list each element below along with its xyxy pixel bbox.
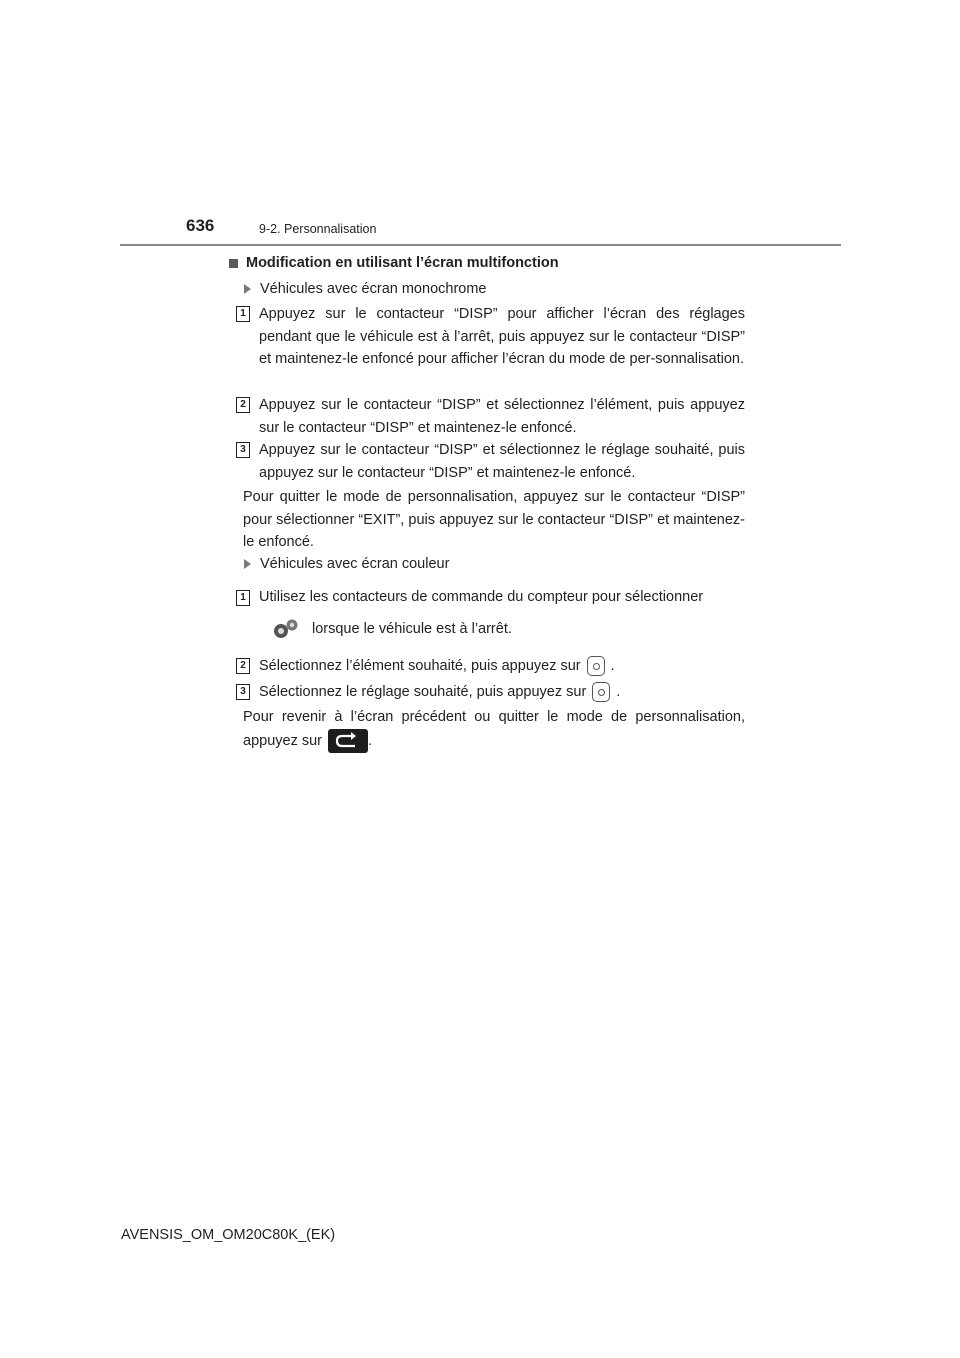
step-text: Utilisez les contacteurs de commande du compteur pour sélectionner [259, 589, 704, 605]
section-title: 9-2. Personnalisation [259, 222, 377, 236]
return-note [243, 706, 745, 753]
subheading-monochrome [244, 281, 486, 297]
back-arrow-icon [328, 729, 368, 753]
return-text: Pour revenir à l’écran précédent ou quitter le mode de personnalisation, appuyez sur [243, 709, 745, 749]
subheading-color [244, 556, 449, 572]
enter-button-icon [592, 682, 610, 702]
document-code: AVENSIS_OM_OM20C80K_(EK) [121, 1227, 336, 1243]
step-number: 3 [236, 442, 250, 458]
square-bullet-icon [229, 259, 238, 268]
step-text: Sélectionnez l’élément souhaité, puis appuyez sur [259, 658, 581, 674]
header-divider [120, 244, 841, 246]
step-number: 2 [236, 397, 250, 413]
step-text: Appuyez sur le contacteur “DISP” et sélectionnez l’élément, puis appuyez sur le contacteur “DISP” et maintenez-le enfoncé. [259, 397, 745, 436]
subheading-text: Véhicules avec écran monochrome [260, 281, 487, 297]
triangle-bullet-icon [244, 559, 251, 569]
page-number: 636 [186, 216, 215, 235]
step-text-continued: lorsque le véhicule est à l’arrêt. [312, 621, 512, 637]
step-end: . [616, 684, 621, 700]
step-text: Appuyez sur le contacteur “DISP” et sélectionnez le réglage souhaité, puis appuyez sur le contacteur “DISP” et maintenez-le enfoncé. [259, 442, 745, 481]
heading-text: Modification en utilisant l’écran multifonction [246, 255, 559, 271]
step-line [259, 681, 745, 704]
step-number: 1 [236, 306, 250, 322]
step-number: 2 [236, 658, 250, 674]
step-number: 3 [236, 684, 250, 700]
settings-gear-icon [272, 617, 300, 641]
step-line [259, 655, 745, 678]
return-end: . [368, 732, 373, 749]
enter-button-icon [587, 656, 605, 676]
step-end: . [610, 658, 615, 674]
step-number: 1 [236, 590, 250, 606]
step-text: Sélectionnez le réglage souhaité, puis appuyez sur [259, 684, 587, 700]
exit-note: Pour quitter le mode de personnalisation, appuyez sur le contacteur “DISP” pour sélectionner “EXIT”, puis appuyez sur le contacteur “DISP” et maintenez-le enfoncé. [243, 489, 745, 550]
section-heading [229, 255, 559, 271]
triangle-bullet-icon [244, 284, 251, 294]
subheading-text: Véhicules avec écran couleur [260, 556, 450, 572]
step-text: Appuyez sur le contacteur “DISP” pour afficher l’écran des réglages pendant que le véhicule est à l’arrêt, puis appuyez sur le contacteur “DISP” et maintenez-le enfoncé pour afficher l’écran du mode de per-sonnalisation. [259, 306, 745, 367]
